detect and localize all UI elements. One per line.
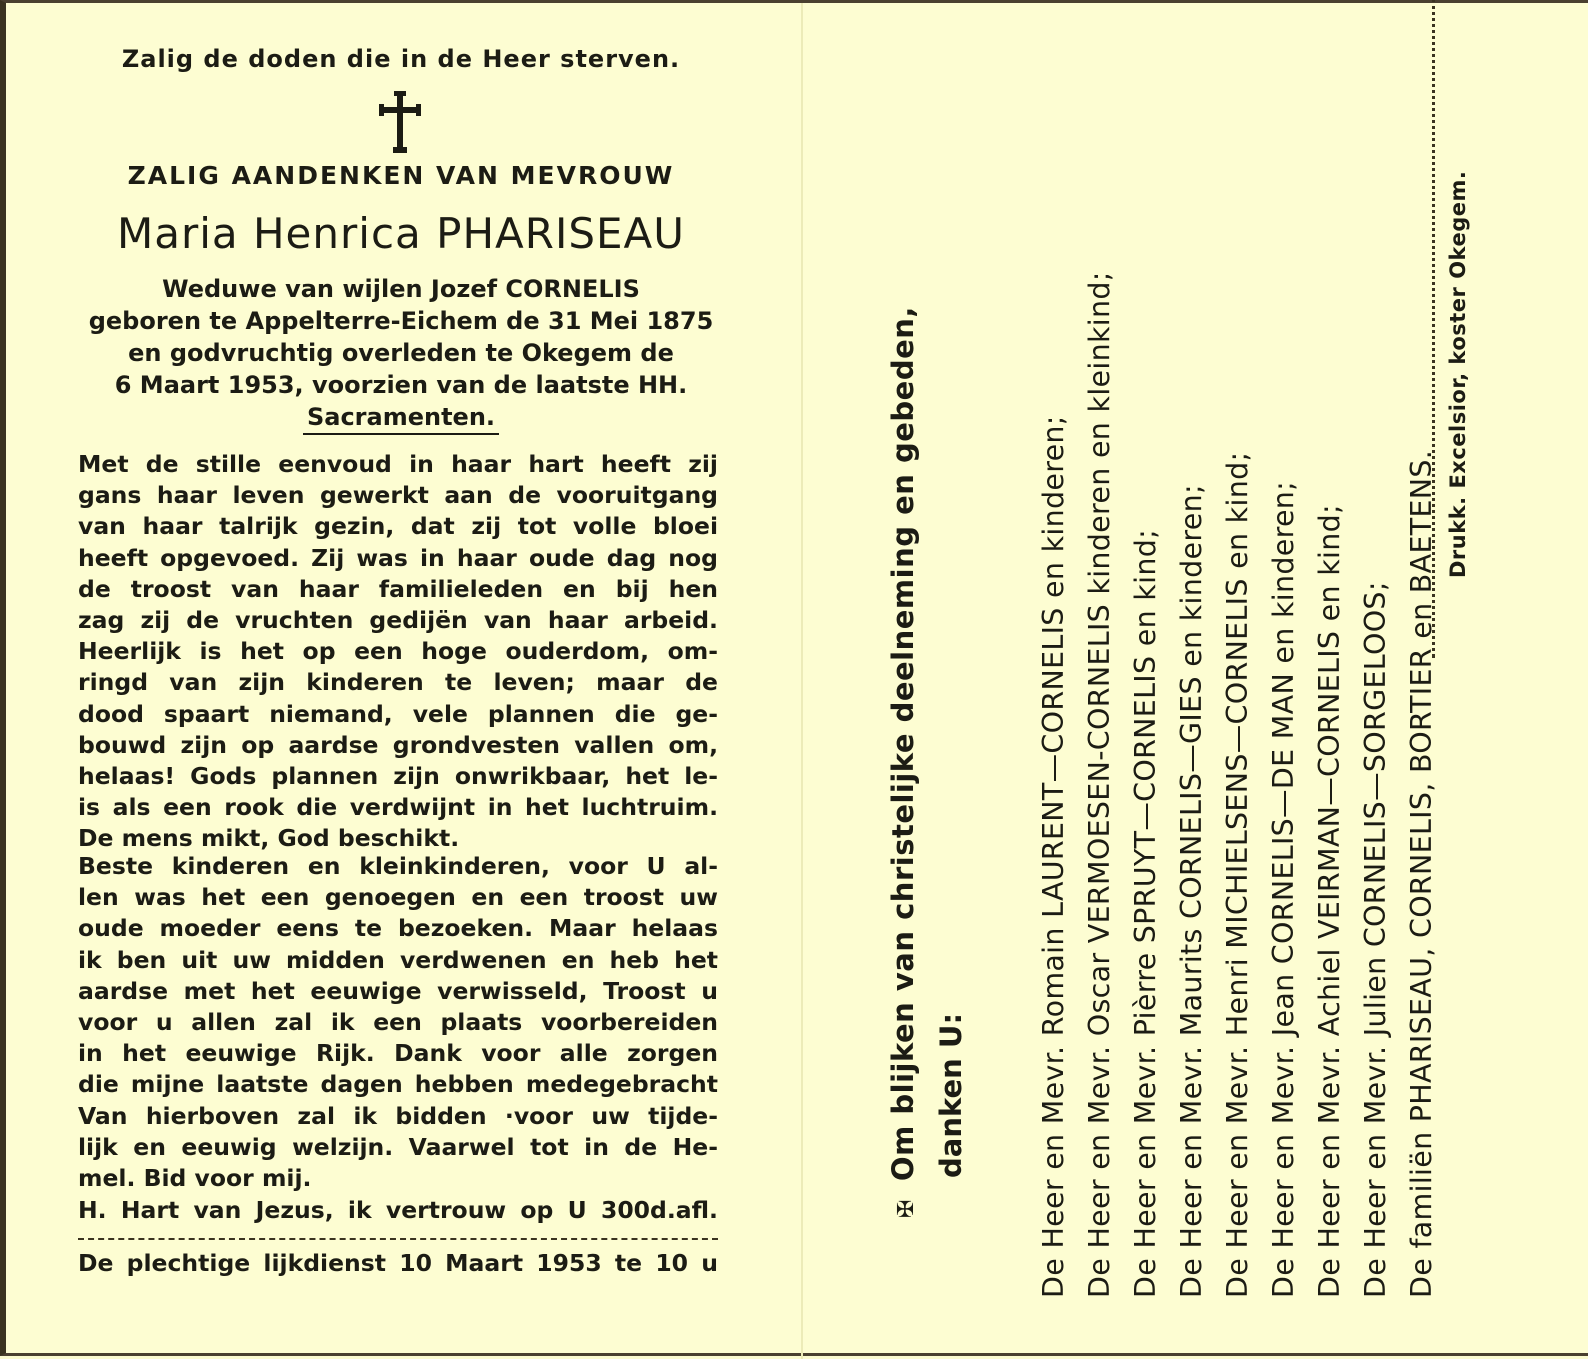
thanks-heading — [886, 306, 920, 1218]
dotted-divider — [1432, 0, 1435, 658]
text-line: helaas! Gods plannen zijn onwrikbaar, het le- — [78, 762, 718, 791]
cross-icon — [378, 91, 422, 153]
bio-line: geboren te Appelterre-Eichem de 31 Mei 1875 — [88, 307, 714, 335]
text-line: aardse met het eeuwige verwisseld, Troost u — [78, 976, 718, 1005]
text-line: heeft opgevoed. Zij was in haar oude dag nog — [78, 543, 718, 572]
text-line: voor u allen zal ik een plaats voorbereiden — [78, 1008, 718, 1037]
text-line: ik ben uit uw midden verdwenen en heb het — [78, 945, 718, 974]
list-item: De Heer en Mevr. Maurits CORNELIS—GIES en kinderen; — [1175, 484, 1208, 1298]
funeral-line — [78, 1248, 718, 1279]
text-line: Beste kinderen en kleinkinderen, voor U al- — [78, 852, 718, 880]
text-line: dood spaart niemand, vele plannen die ge- — [78, 699, 718, 728]
text-line: ringd van zijn kinderen te leven; maar de — [78, 668, 718, 697]
bio-line: Weduwe van wijlen Jozef CORNELIS — [162, 275, 640, 303]
text-line: Van hierboven zal ik bidden ·voor uw tijde- — [78, 1101, 718, 1130]
list-item: De familiën PHARISEAU, CORNELIS, BORTIER en BAETENS. — [1405, 449, 1438, 1298]
bio-line: en godvruchtig overleden te Okegem de — [128, 339, 674, 367]
text-line: die mijne laatste dagen hebben medegebracht — [78, 1070, 718, 1099]
bio-line: 6 Maart 1953, voorzien van de laatste HH. — [114, 371, 688, 399]
deceased-name: Maria Henrica PHARISEAU — [116, 209, 686, 258]
text-line: mel. Bid voor mij. — [78, 1164, 312, 1193]
thanks-text: danken U: — [934, 1012, 968, 1178]
text-line: is als een rook die verdwijnt in het luchtruim. — [78, 793, 718, 822]
cross-star-icon: ✠ — [894, 1199, 919, 1218]
bio-last-line: Sacramenten. — [303, 401, 499, 435]
prayer-text: H. Hart van Jezus, ik vertrouw op U 300d.afl. — [78, 1196, 718, 1224]
motto: Zalig de doden die in de Heer sterven. — [121, 45, 681, 73]
text-line: oude moeder eens te bezoeken. Maar helaas — [78, 914, 718, 943]
text-line: bouwd zijn op aardse grondvesten vallen om, — [78, 730, 718, 759]
card-fold — [801, 3, 803, 1359]
printer-credit: Drukk. Excelsior, koster Okegem. — [1446, 170, 1470, 578]
text-paragraph-1 — [78, 449, 718, 855]
text-line: Met de stille eenvoud in haar hart heeft zij — [78, 450, 718, 478]
text-line: len was het een genoegen en een troost uw — [78, 883, 718, 912]
left-panel — [6, 3, 801, 1359]
right-panel — [876, 8, 1476, 1298]
list-item: De Heer en Mevr. Oscar VERMOESEN-CORNELIS kinderen en kleinkind; — [1083, 271, 1116, 1298]
text-line: Heerlijk is het op een hoge ouderdom, om- — [78, 637, 718, 666]
text-line: lijk en eeuwig welzijn. Vaarwel tot in de He- — [78, 1132, 718, 1161]
heading-text: Om blijken van christelijke deelneming en gebeden, — [886, 306, 920, 1182]
text-line: gans haar leven gewerkt aan de vooruitgang — [78, 481, 718, 510]
text-line: van haar talrijk gezin, dat zij tot volle bloei — [78, 512, 718, 541]
list-item: De Heer en Mevr. Achiel VEIRMAN—CORNELIS en kind; — [1313, 504, 1346, 1298]
funeral-text: De plechtige lijkdienst 10 Maart 1953 te 10 u — [78, 1249, 718, 1277]
card-title: ZALIG AANDENKEN VAN MEVROUW — [127, 161, 675, 190]
text-line: zag zij de vruchten gedijën van haar arbeid. — [78, 606, 718, 635]
text-line: in het eeuwige Rijk. Dank voor alle zorgen — [78, 1039, 718, 1068]
biography — [66, 273, 736, 435]
list-item: De Heer en Mevr. Jean CORNELIS—DE MAN en kinderen; — [1267, 480, 1300, 1298]
prayer-line — [78, 1195, 718, 1226]
list-item: De Heer en Mevr. Henri MICHIELSENS—CORNELIS en kind; — [1221, 451, 1254, 1298]
dashed-divider — [78, 1238, 718, 1240]
text-line: De mens mikt, God beschikt. — [78, 824, 460, 853]
list-item: De Heer en Mevr. Julien CORNELIS—SORGELOOS; — [1359, 581, 1392, 1298]
text-paragraph-2 — [78, 851, 718, 1194]
family-list — [1031, 271, 1445, 1298]
list-item: De Heer en Mevr. Romain LAURENT—CORNELIS en kinderen; — [1037, 415, 1070, 1298]
text-line: de troost van haar familieleden en bij hen — [78, 574, 718, 603]
list-item: De Heer en Mevr. Pièrre SPRUYT—CORNELIS en kind; — [1129, 529, 1162, 1298]
